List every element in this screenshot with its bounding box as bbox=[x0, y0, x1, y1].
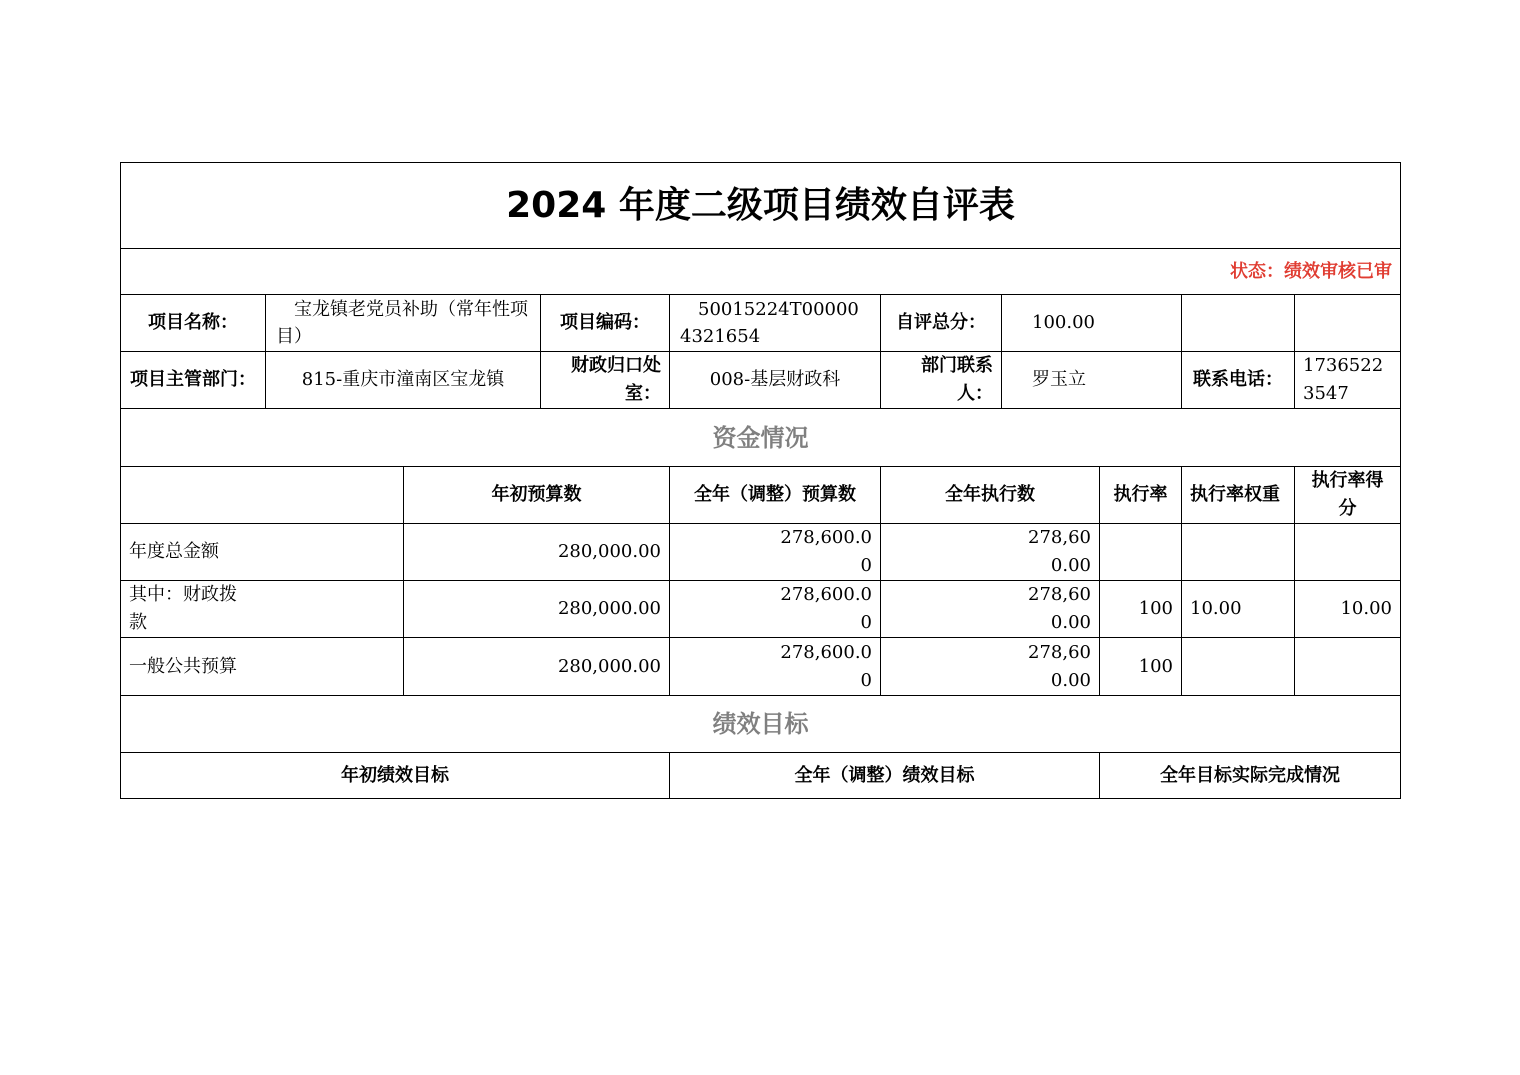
phone-label: 联系电话： bbox=[1181, 351, 1295, 409]
contact-label: 部门联系人： bbox=[880, 351, 1002, 409]
goals-header-actual: 全年目标实际完成情况 bbox=[1099, 752, 1401, 799]
funds-row-label: 一般公共预算 bbox=[120, 637, 404, 696]
funds-row-initial: 280,000.00 bbox=[403, 523, 670, 581]
goals-section-title: 绩效目标 bbox=[120, 695, 1401, 753]
funds-header-weight: 执行率权重 bbox=[1181, 466, 1295, 524]
funds-row-executed: 278,600.00 bbox=[880, 637, 1100, 696]
funds-row-executed: 278,600.00 bbox=[880, 580, 1100, 638]
empty-cell bbox=[1181, 294, 1295, 352]
funds-row-rate: 100 bbox=[1099, 580, 1182, 638]
score-label: 自评总分： bbox=[880, 294, 1002, 352]
funds-header-adjusted: 全年（调整）预算数 bbox=[669, 466, 881, 524]
funds-header-rate: 执行率 bbox=[1099, 466, 1182, 524]
funds-header-blank bbox=[120, 466, 404, 524]
funds-header-initial: 年初预算数 bbox=[403, 466, 670, 524]
funds-row-executed: 278,600.00 bbox=[880, 523, 1100, 581]
goals-header-initial: 年初绩效目标 bbox=[120, 752, 670, 799]
funds-row-rate: 100 bbox=[1099, 637, 1182, 696]
project-code-label: 项目编码： bbox=[540, 294, 670, 352]
funds-header-executed: 全年执行数 bbox=[880, 466, 1100, 524]
funds-row-rate bbox=[1099, 523, 1182, 581]
page-title: 2024 年度二级项目绩效自评表 bbox=[120, 162, 1401, 249]
performance-evaluation-table bbox=[120, 162, 1401, 799]
funds-row-weight: 10.00 bbox=[1181, 580, 1295, 638]
funds-row-label: 其中：财政拨款 bbox=[120, 580, 404, 638]
funds-row-score bbox=[1294, 637, 1401, 696]
project-name-value: 宝龙镇老党员补助（常年性项目） bbox=[265, 294, 541, 352]
finance-office-value: 008-基层财政科 bbox=[669, 351, 881, 409]
funds-row-score bbox=[1294, 523, 1401, 581]
finance-office-label: 财政归口处室： bbox=[540, 351, 670, 409]
phone-value: 17365223547 bbox=[1294, 351, 1401, 409]
funds-row-adjusted: 278,600.00 bbox=[669, 523, 881, 581]
project-name-label: 项目名称： bbox=[120, 294, 266, 352]
dept-label: 项目主管部门： bbox=[120, 351, 266, 409]
funds-header-score: 执行率得分 bbox=[1294, 466, 1401, 524]
dept-value: 815-重庆市潼南区宝龙镇 bbox=[265, 351, 541, 409]
funds-row-adjusted: 278,600.00 bbox=[669, 637, 881, 696]
status-badge: 状态：绩效审核已审 bbox=[120, 248, 1401, 295]
funds-row-initial: 280,000.00 bbox=[403, 637, 670, 696]
funds-row-label: 年度总金额 bbox=[120, 523, 404, 581]
score-value: 100.00 bbox=[1001, 294, 1182, 352]
funds-row-weight bbox=[1181, 523, 1295, 581]
project-code-value: 50015224T000004321654 bbox=[669, 294, 881, 352]
empty-cell bbox=[1294, 294, 1401, 352]
goals-header-adjusted: 全年（调整）绩效目标 bbox=[669, 752, 1100, 799]
funds-section-title: 资金情况 bbox=[120, 408, 1401, 467]
funds-row-weight bbox=[1181, 637, 1295, 696]
funds-row-score: 10.00 bbox=[1294, 580, 1401, 638]
funds-row-initial: 280,000.00 bbox=[403, 580, 670, 638]
funds-row-adjusted: 278,600.00 bbox=[669, 580, 881, 638]
contact-value: 罗玉立 bbox=[1001, 351, 1182, 409]
